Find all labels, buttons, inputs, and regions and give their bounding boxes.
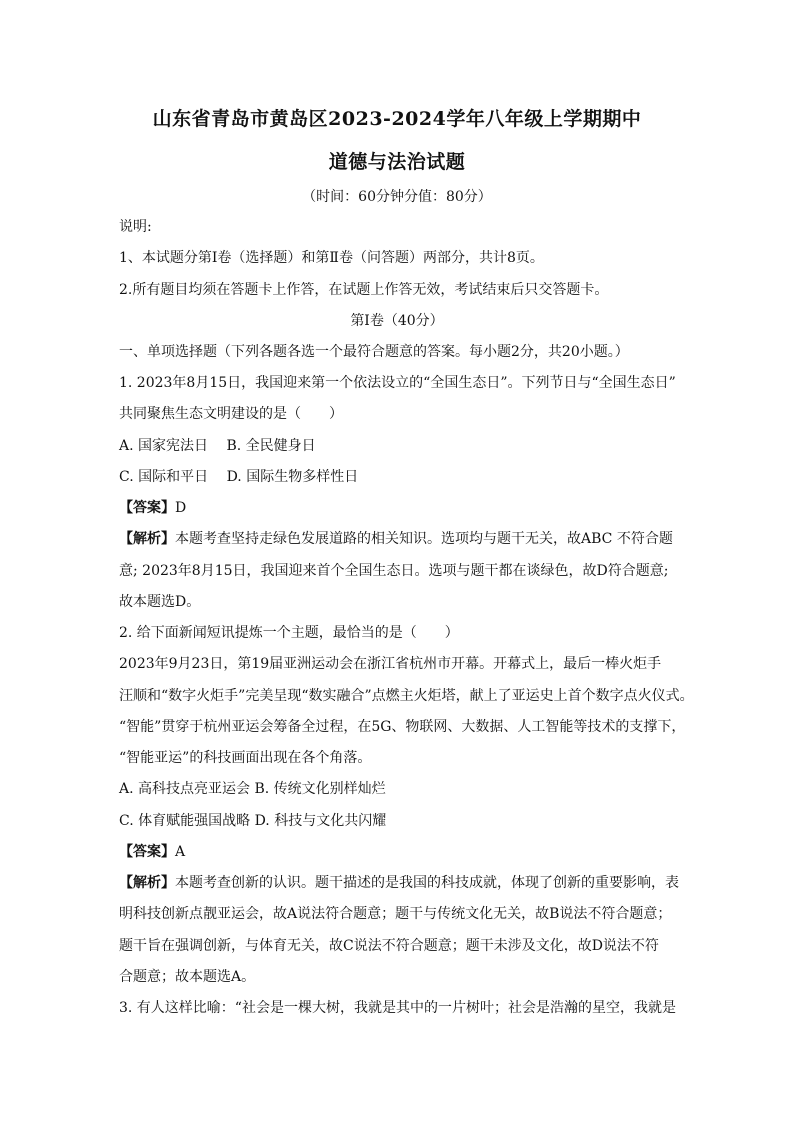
q1-answer-value: D [175,500,187,516]
q2-analysis-line1 [119,873,679,893]
q1-analysis-text1: 本题考查坚持走绿色发展道路的相关知识。选项均与题干无关，故ABC 不符合题 [175,531,673,547]
q2-analysis-line2: 明科技创新点靓亚运会，故A说法符合题意；题干与传统文化无关，故B说法不符合题意； [119,906,672,922]
q1-analysis-label: 【解析】 [119,531,175,547]
document-subtitle: （时间：60分钟分值：80分） [302,189,492,205]
q1-analysis-line3: 故本题选D。 [119,594,201,610]
q2-news-line4: “智能亚运”的科技画面出现在各个角落。 [119,750,372,766]
q2-news-line1: 2023年9月23日，第19届亚洲运动会在浙江省杭州市开幕。开幕式上，最后一棒火炬手 [119,656,662,672]
q2-options-line1: A. 高科技点亮亚运会 B. 传统文化别样灿烂 [119,781,386,797]
intro-item-1: 1、本试题分第Ⅰ卷（选择题）和第Ⅱ卷（问答题）两部分，共计8页。 [119,250,544,266]
q2-analysis-line4: 合题意；故本题选A。 [119,969,256,985]
q2-answer [119,842,679,862]
q2-news-line2: 汪顺和“数字火炬手”完美呈现“数实融合”点燃主火炬塔，献上了亚运史上首个数字点火仪式。 [119,688,694,704]
q2-answer-value: A [175,844,186,860]
document-title-line1: 山东省青岛市黄岛区2023-2024学年八年级上学期期中 [152,108,642,130]
q3-stem-line1: 3. 有人这样比喻：“社会是一棵大树，我就是其中的一片树叶；社会是浩瀚的星空，我就是 [119,1000,676,1016]
q1-options-line2: C. 国际和平日 D. 国际生物多样性日 [119,469,359,485]
q1-answer [119,498,679,518]
q2-stem: 2. 给下面新闻短讯提炼一个主题，最恰当的是（ ） [119,625,459,641]
q2-analysis-line3: 题干旨在强调创新，与体育无关，故C说法不符合题意；题干未涉及文化，故D说法不符 [119,938,659,954]
q1-analysis-line2: 意; 2023年8月15日，我国迎来首个全国生态日。选项与题干都在谈绿色，故D符合题意; [119,563,669,579]
section-title: 第Ⅰ卷（40分） [350,313,444,329]
q1-options-line1: A. 国家宪法日 B. 全民健身日 [119,438,316,454]
document-title-line2: 道德与法治试题 [328,151,466,173]
q1-analysis-line1 [119,529,679,549]
q1-answer-label: 【答案】 [119,500,175,516]
intro-heading: 说明: [119,219,152,235]
intro-item-2: 2.所有题目均须在答题卡上作答，在试题上作答无效，考试结束后只交答题卡。 [119,282,609,298]
q2-options-line2: C. 体育赋能强国战略 D. 科技与文化共闪耀 [119,813,387,829]
q2-news-line3: “智能”贯穿于杭州亚运会筹备全过程，在5G、物联网、大数据、人工智能等技术的支撑下， [119,719,686,735]
q1-stem-line2: 共同聚焦生态文明建设的是（ ） [119,406,343,422]
q1-stem-line1: 1. 2023年8月15日，我国迎来第一个依法设立的“全国生态日”。下列节日与“全国生态日” [119,375,676,391]
q2-analysis-text1: 本题考查创新的认识。题干描述的是我国的科技成就，体现了创新的重要影响，表 [175,875,679,891]
q2-answer-label: 【答案】 [119,844,175,860]
section-instruction: 一、单项选择题（下列各题各选一个最符合题意的答案。每小题2分，共20小题。） [119,344,629,360]
q2-analysis-label: 【解析】 [119,875,175,891]
